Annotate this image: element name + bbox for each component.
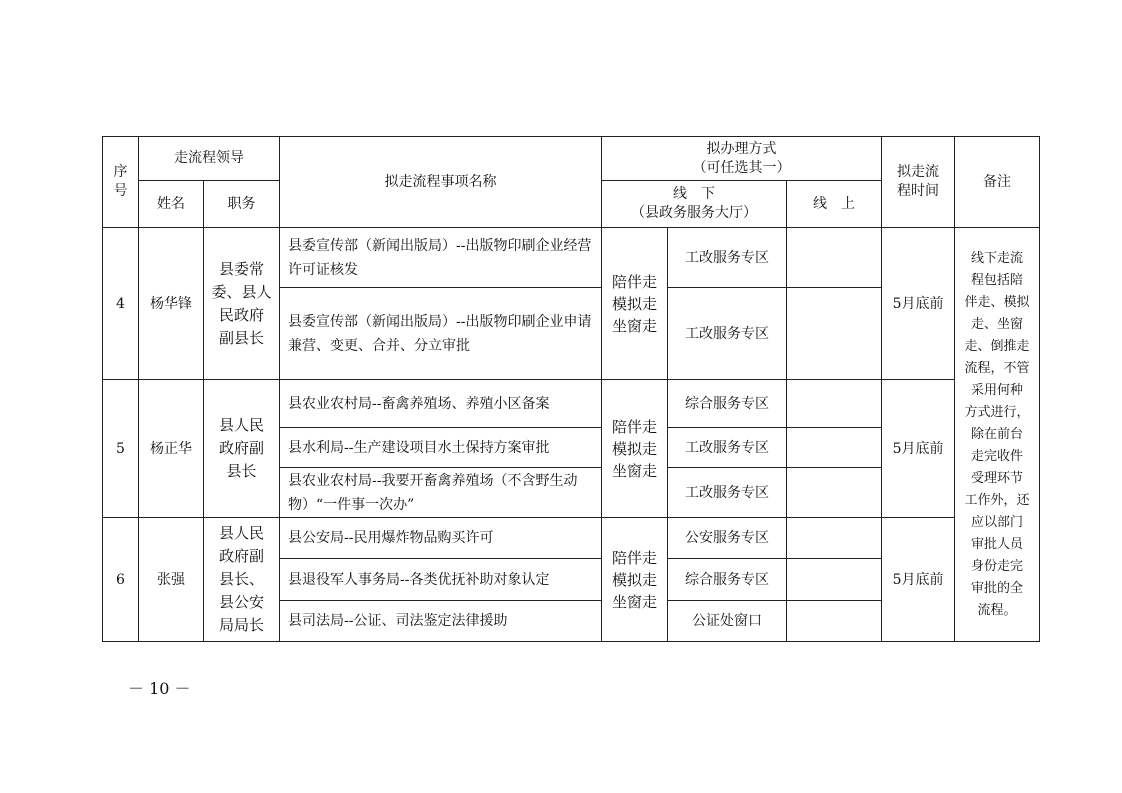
header-time: 拟走流 程时间 — [882, 137, 955, 228]
row-time: 5月底前 — [882, 228, 955, 380]
row-time: 5月底前 — [882, 518, 955, 642]
row-online — [787, 468, 882, 518]
row-method: 陪伴走 模拟走 坐窗走 — [602, 228, 668, 380]
row-leader-name: 张强 — [139, 518, 204, 642]
header-offline: 线 下 （县政务服务大厅） — [602, 181, 787, 228]
row-online — [787, 559, 882, 601]
table-row — [103, 380, 1040, 428]
row-online — [787, 428, 882, 468]
header-name: 姓名 — [139, 181, 204, 228]
row-item-name: 县农业农村局--畜禽养殖场、养殖小区备案 — [280, 380, 602, 428]
row-online — [787, 380, 882, 428]
row-online — [787, 518, 882, 559]
row-online — [787, 228, 882, 288]
row-leader-name: 杨正华 — [139, 380, 204, 518]
row-leader-name: 杨华锋 — [139, 228, 204, 380]
row-item-name: 县委宣传部（新闻出版局）--出版物印刷企业申请兼营、变更、合并、分立审批 — [280, 288, 602, 380]
process-table — [102, 136, 1040, 642]
table-row — [103, 518, 1040, 559]
row-offline-location: 工改服务专区 — [668, 228, 787, 288]
header-leader-group: 走流程领导 — [139, 137, 280, 181]
row-leader-position: 县人民 政府副 县长 — [204, 380, 280, 518]
row-leader-position: 县委常 委、县人 民政府 副县长 — [204, 228, 280, 380]
table-row — [103, 228, 1040, 288]
row-seq: 4 — [103, 228, 139, 380]
row-offline-location: 公证处窗口 — [668, 601, 787, 642]
header-position: 职务 — [204, 181, 280, 228]
row-item-name: 县农业农村局--我要开畜禽养殖场（不含野生动物）“一件事一次办” — [280, 468, 602, 518]
row-offline-location: 工改服务专区 — [668, 468, 787, 518]
row-online — [787, 288, 882, 380]
row-online — [787, 601, 882, 642]
row-offline-location: 工改服务专区 — [668, 428, 787, 468]
row-item-name: 县水利局--生产建设项目水土保持方案审批 — [280, 428, 602, 468]
row-offline-location: 工改服务专区 — [668, 288, 787, 380]
row-offline-location: 公安服务专区 — [668, 518, 787, 559]
row-method: 陪伴走 模拟走 坐窗走 — [602, 518, 668, 642]
row-item-name: 县司法局--公证、司法鉴定法律援助 — [280, 601, 602, 642]
row-method: 陪伴走 模拟走 坐窗走 — [602, 380, 668, 518]
row-item-name: 县退役军人事务局--各类优抚补助对象认定 — [280, 559, 602, 601]
row-time: 5月底前 — [882, 380, 955, 518]
row-seq: 5 — [103, 380, 139, 518]
row-item-name: 县委宣传部（新闻出版局）--出版物印刷企业经营许可证核发 — [280, 228, 602, 288]
header-method-group: 拟办理方式 （可任选其一） — [602, 137, 882, 181]
header-online: 线 上 — [787, 181, 882, 228]
header-remark: 备注 — [955, 137, 1040, 228]
row-leader-position: 县人民 政府副 县长、 县公安 局局长 — [204, 518, 280, 642]
header-seq: 序 号 — [103, 137, 139, 228]
page-number: － 10 － — [128, 679, 191, 698]
header-item-name: 拟走流程事项名称 — [280, 137, 602, 228]
row-offline-location: 综合服务专区 — [668, 380, 787, 428]
row-item-name: 县公安局--民用爆炸物品购买许可 — [280, 518, 602, 559]
row-seq: 6 — [103, 518, 139, 642]
row-offline-location: 综合服务专区 — [668, 559, 787, 601]
remark-cell: 线下走流 程包括陪 伴走、模拟 走、坐窗 走、倒推走 流程，不管 采用何种 方式进行， 除在前台 走完收件 受理环节 工作外，还 应以部门 审批人员 身份走完 审批的全 流程。 — [955, 228, 1040, 642]
